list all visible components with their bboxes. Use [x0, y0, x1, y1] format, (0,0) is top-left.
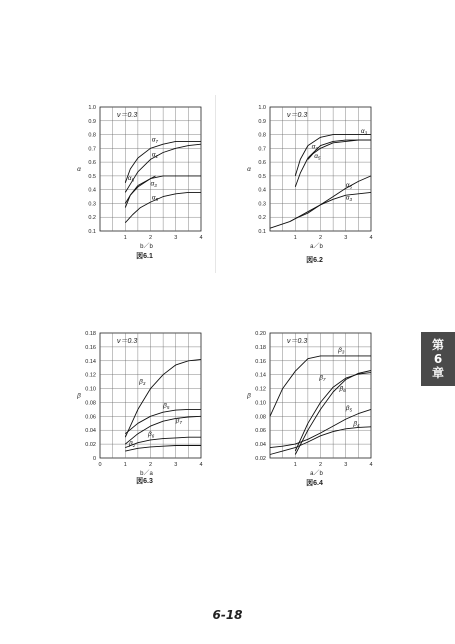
x-tick-label: 2	[148, 235, 153, 241]
y-tick-label: 0.08	[85, 400, 96, 407]
annotation-poisson: ν＝0.3	[117, 338, 138, 345]
x-tick-label: 3	[344, 462, 348, 468]
y-tick-label: 0.18	[85, 331, 96, 337]
y-tick-label: 1.0	[258, 105, 266, 111]
figure-caption: 図6.1	[136, 253, 153, 260]
x-tick-label: 1	[123, 462, 127, 468]
x-tick-label: 4	[369, 462, 373, 468]
y-tick-label: 0.8	[88, 132, 96, 139]
y-tick-label: 0.9	[258, 118, 266, 125]
series-label-4: $\alpha_3$	[150, 180, 157, 189]
x-axis-label: b／b	[140, 244, 153, 250]
y-tick-label: 0.2	[258, 215, 266, 222]
series-label-5: $\beta_2$	[129, 440, 136, 448]
y-tick-label: 0.4	[88, 187, 96, 194]
y-tick-label: 0.14	[85, 358, 96, 365]
x-axis-label: a／b	[310, 471, 323, 477]
y-tick-label: 0.02	[255, 456, 266, 462]
y-tick-label: 0	[92, 456, 96, 462]
series-label-5: $\alpha_5$	[151, 194, 158, 202]
y-tick-label: 0.16	[85, 344, 96, 351]
y-tick-label: 0.12	[85, 372, 96, 379]
x-tick-label: 1	[123, 235, 127, 241]
x-tick-label: 3	[174, 235, 178, 241]
y-tick-label: 0.9	[88, 118, 96, 125]
x-axis-label: a／b	[310, 244, 323, 250]
chapter-tab	[421, 332, 455, 386]
y-tick-label: 0.06	[255, 428, 266, 435]
series-label-1: $\beta_3$	[338, 346, 345, 355]
y-axis-label: α	[77, 166, 81, 173]
chart-2	[247, 105, 372, 264]
y-axis-label: α	[247, 166, 251, 173]
x-tick-label: 2	[318, 235, 323, 241]
chart-3	[76, 331, 202, 485]
x-tick-label: 1	[293, 462, 297, 468]
annotation-poisson: ν＝0.3	[287, 338, 308, 345]
chart-4	[246, 331, 372, 487]
series-label-1: $\alpha_3$	[360, 128, 368, 136]
y-tick-label: 0.6	[88, 160, 96, 167]
x-tick-label: 4	[199, 235, 203, 241]
x-tick-label: 0	[98, 462, 102, 468]
y-tick-label: 0.1	[258, 229, 266, 235]
y-tick-label: 0.20	[255, 331, 266, 337]
chapter-tab-char-2: 6	[433, 352, 443, 366]
x-tick-label: 4	[369, 235, 373, 241]
y-tick-label: 1.0	[88, 105, 96, 111]
series-label-5: $\alpha_3$	[345, 194, 352, 202]
chapter-tab-char-3: 章	[431, 366, 444, 380]
y-tick-label: 0.06	[85, 414, 96, 421]
y-tick-label: 0.8	[258, 132, 266, 139]
series-label-2: $\alpha_3$	[311, 143, 318, 151]
y-tick-label: 0.5	[88, 173, 96, 180]
x-tick-label: 2	[318, 462, 323, 468]
series-label-2: $\alpha_1$	[151, 151, 158, 160]
y-tick-label: 0.6	[258, 160, 266, 167]
y-tick-label: 0.5	[258, 173, 266, 180]
series-label-4: $\beta_5$	[345, 405, 352, 413]
series-label-1: $\beta_3$	[139, 378, 146, 387]
series-label-2: $\beta_7$	[319, 374, 326, 383]
x-tick-label: 4	[199, 462, 203, 468]
x-tick-label: 3	[344, 235, 348, 241]
series-label-4: $\alpha_5$	[345, 181, 352, 190]
y-tick-label: 0.18	[255, 344, 266, 351]
y-tick-label: 0.14	[255, 372, 266, 379]
y-tick-label: 0.10	[255, 400, 266, 407]
y-tick-label: 0.3	[88, 201, 96, 208]
annotation-poisson: ν＝0.3	[117, 112, 138, 119]
y-tick-label: 0.3	[258, 201, 266, 208]
series-label-2: $\beta_5$	[163, 402, 170, 410]
series-label-1: $\alpha_7$	[151, 136, 158, 144]
y-tick-label: 0.4	[258, 187, 266, 194]
x-tick-label: 1	[293, 235, 297, 241]
series-label-4: $\beta_6$	[147, 430, 155, 439]
series-label-3: $\beta_6$	[339, 385, 346, 394]
chart-1	[77, 105, 202, 260]
y-tick-label: 0.7	[258, 146, 266, 153]
series-label-5: $\beta_4$	[353, 420, 360, 428]
y-tick-label: 0.02	[85, 442, 96, 449]
y-tick-label: 0.16	[255, 358, 266, 365]
series-label-3: $\beta_7$	[175, 417, 182, 426]
figure-caption: 図6.3	[136, 478, 153, 485]
annotation-poisson: ν＝0.3	[287, 112, 308, 119]
y-axis-label: β	[247, 392, 251, 400]
series-label-3: $\alpha_5$	[314, 152, 321, 161]
y-tick-label: 0.04	[85, 428, 96, 435]
page-number: 6-18	[212, 608, 243, 622]
x-tick-label: 2	[148, 462, 153, 468]
y-tick-label: 0.12	[255, 386, 266, 393]
y-tick-label: 0.2	[88, 215, 96, 222]
figure-caption: 図6.4	[306, 480, 323, 487]
y-tick-label: 0.10	[85, 386, 96, 393]
figure-caption: 図6.2	[306, 257, 323, 264]
x-axis-label: b／a	[140, 471, 153, 477]
x-tick-label: 3	[174, 462, 178, 468]
y-axis-label: β	[77, 392, 81, 400]
y-tick-label: 0.08	[255, 414, 266, 421]
y-tick-label: 0.7	[88, 146, 96, 153]
y-tick-label: 0.1	[88, 229, 96, 235]
series-label-3: $\alpha_5$	[127, 175, 135, 183]
chapter-tab-char-1: 第	[431, 338, 444, 352]
y-tick-label: 0.04	[255, 442, 266, 449]
